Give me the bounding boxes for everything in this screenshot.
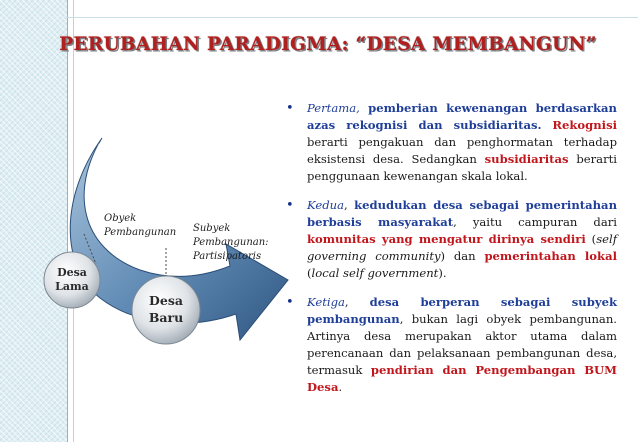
new-role-line-2: Pembangunan: (193, 237, 269, 248)
old-role-label (104, 212, 176, 240)
bullet-text-run: , yaitu campuran dari (453, 215, 617, 229)
bullet-text-run: kedudukan desa sebagai pemerintahan berbasis masyarakat (307, 198, 617, 229)
bullet-text-run: komunitas yang mengatur dirinya sendiri (307, 232, 586, 246)
bullet-item (282, 100, 617, 185)
bullet-text-run: . (338, 380, 343, 394)
slide-title: PERUBAHAN PARADIGMA: “DESA MEMBANGUN” (59, 34, 597, 55)
node-old-line-2: Lama (55, 280, 89, 293)
node-new-village (136, 292, 196, 326)
new-role-line-1: Subyek (193, 223, 231, 234)
node-new-line-1: Desa (149, 293, 183, 308)
bullet-marker: • (286, 295, 294, 310)
bullet-text-run: pendirian dan Pengembangan BUM Desa (307, 363, 617, 394)
top-rule (67, 17, 638, 18)
paradigm-diagram (40, 130, 290, 360)
bullet-marker: • (286, 198, 294, 213)
bullet-text-run: pemerintahan lokal (484, 249, 617, 263)
bullet-text-run: Ketiga (307, 295, 345, 309)
bullet-text-run: ) dan (440, 249, 485, 263)
bullet-item (282, 294, 617, 396)
bullet-text-run: local self government (311, 266, 439, 280)
bullet-text-run: Pertama, (307, 101, 360, 115)
bullet-text-run: , bukan lagi obyek pembangunan. Artinya desa merupakan aktor utama dalam perencanaan dan pelaksanaan pembangunan desa, termasuk (307, 312, 617, 377)
bullet-list (282, 100, 617, 408)
bullet-text-run: berarti pengakuan dan penghormatan terhadap eksistensi desa. Sedangkan (307, 135, 617, 166)
bullet-text-run: Kedua (307, 198, 345, 212)
old-role-line-2: Pembangunan (104, 227, 177, 238)
bullet-text-run: Rekognisi (552, 118, 618, 132)
new-role-label (193, 222, 269, 264)
bullet-text-run: berarti penggunaan kewenangan skala lokal. (307, 152, 617, 183)
bullet-text-run: self governing community (307, 232, 617, 263)
bullet-text-run: desa berperan sebagai subyek pembangunan (307, 295, 617, 326)
old-role-line-1: Obyek (104, 213, 137, 224)
new-role-line-3: Partisipatoris (193, 251, 262, 262)
bullet-text-run: ). (438, 266, 447, 280)
bullet-text-run: pemberian kewenangan (359, 101, 536, 115)
node-new-line-2: Baru (148, 310, 184, 325)
node-old-line-1: Desa (57, 266, 87, 279)
bullet-text-run: , (344, 198, 355, 212)
bullet-text-run: ( (307, 266, 312, 280)
node-old-village (48, 266, 96, 294)
bullet-text-run: subsidiaritas (484, 152, 569, 166)
bullet-text-run: berdasarkan azas rekognisi dan subsidiaritas. (307, 101, 617, 132)
bullet-item (282, 197, 617, 282)
bullet-text-run: , (344, 295, 370, 309)
bullet-marker: • (286, 101, 294, 116)
bullet-text-run: ( (585, 232, 597, 246)
bullet-text-run (542, 118, 553, 132)
